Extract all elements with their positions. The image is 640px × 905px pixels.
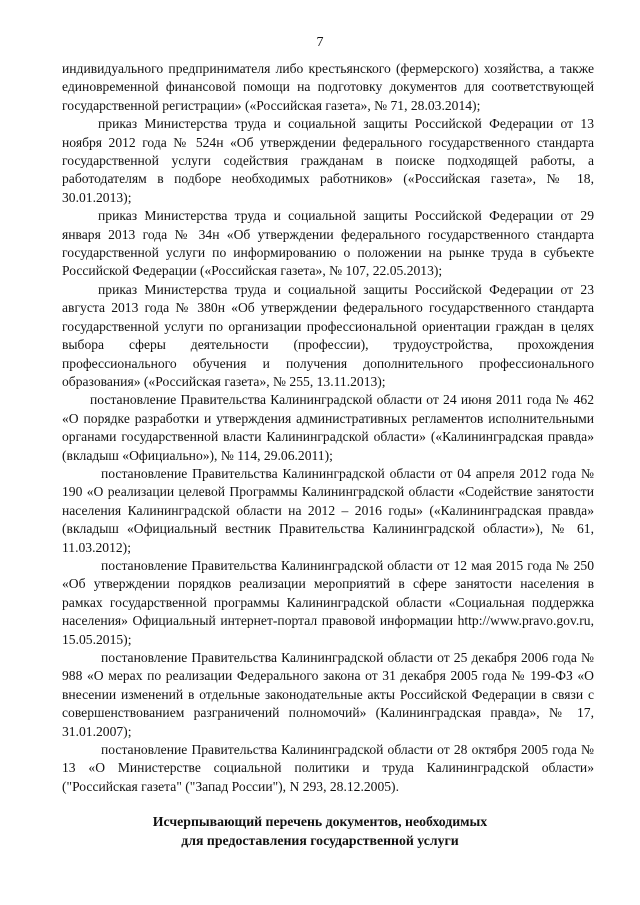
section-heading-line-2: для предоставления государственной услуги [181,833,459,848]
paragraph-resolution-13: постановление Правительства Калининградской области от 28 октября 2005 года № 13 «О Министерстве социальной политики и труда Калининградской области» ("Российская газета" ("Запад России"), N 293, 28.12.2005). [62,742,594,794]
paragraph-order-380n: приказ Министерства труда и социальной защиты Российской Федерации от 23 августа 2013 года № 380н «Об утверждении федерального государственного стандарта государственной услуги по организации профессиональной ориентации граждан в целях выбора сферы деятельности (профессии), трудоустройства, прохождения профессионального обучения и получения дополнительного профессионального образования» («Российская газета», № 255, 13.11.2013); [62,281,594,389]
section-heading-line-1: Исчерпывающий перечень документов, необходимых [152,814,488,829]
paragraph-order-34n: приказ Министерства труда и социальной защиты Российской Федерации от 29 января 2013 года № 34н «Об утверждении федерального государственного стандарта государственной услуги по информированию о положении на рынке труда в субъекте Российской Федерации («Российская газета», № 107, 22.05.2013); [62,208,594,279]
paragraph-order-524n: приказ Министерства труда и социальной защиты Российской Федерации от 13 ноября 2012 года № 524н «Об утверждении федерального государственного стандарта государственной услуги содействия гражданам в поиске подходящей работы, а работодателям в подборе необходимых работников» («Российская газета», № 18, 30.01.2013); [62,116,594,205]
section-heading [0,812,640,850]
paragraph-resolution-988: постановление Правительства Калининградской области от 25 декабря 2006 года № 988 «О мерах по реализации Федерального закона от 31 декабря 2005 года № 199-ФЗ «О внесении изменений в отдельные законодательные акты Российской Федерации в связи с совершенствованием разграничений полномочий» (Калининградская правда», № 17, 31.01.2007); [62,650,594,739]
paragraph-resolution-462: постановление Правительства Калининградской области от 24 июня 2011 года № 462 «О порядке разработки и утверждения административных регламентов исполнительными органами государственной власти Калининградской области» («Калининградская правда» (вкладыш «Официально»), № 114, 29.06.2011); [62,392,594,463]
document-body [62,60,594,796]
paragraph-continuation: индивидуального предпринимателя либо крестьянского (фермерского) хозяйства, а также единовременной финансовой помощи на подготовку документов для соответствующей государственной регистрации» («Российская газета», № 71, 28.03.2014); [62,61,594,113]
page-number: 7 [316,35,324,50]
paragraph-resolution-250: постановление Правительства Калининградской области от 12 мая 2015 года № 250 «Об утверждении порядков реализации мероприятий в сфере занятости населения в рамках государственной программы Калининградской области «Социальная поддержка населения» Официальный интернет-портал правовой информации http://www.pravo.gov.ru, 15.05.2015); [62,557,594,647]
paragraph-resolution-190: постановление Правительства Калининградской области от 04 апреля 2012 года № 190 «О реализации целевой Программы Калининградской области «Содействие занятости населения Калининградской области на 2012 – 2016 годы» («Калининградская правда» (вкладыш «Официальный вестник Правительства Калининградской области»), № 61, 11.03.2012); [62,465,594,555]
